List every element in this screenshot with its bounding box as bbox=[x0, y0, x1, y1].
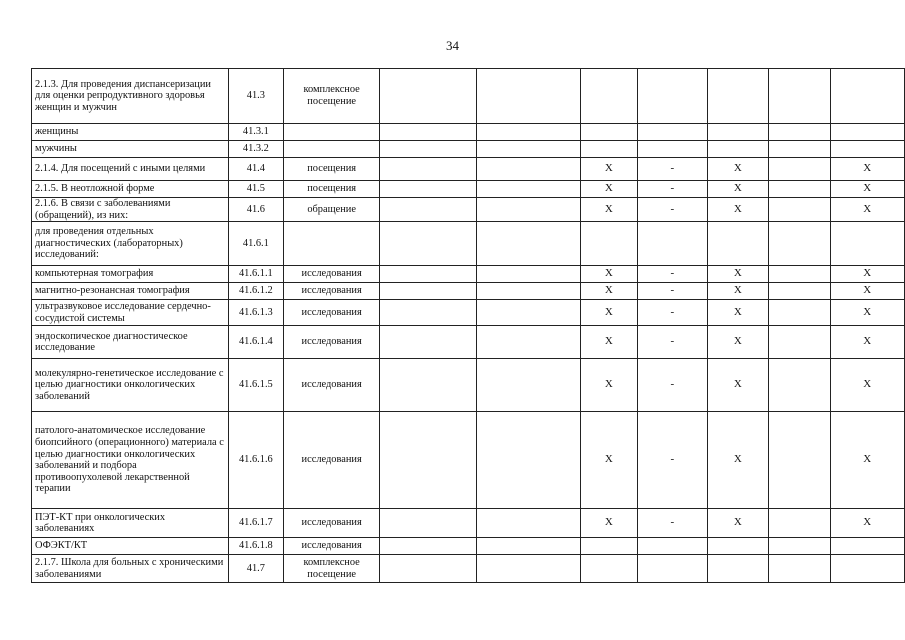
row-name-cell: ОФЭКТ/КТ bbox=[32, 538, 229, 555]
row-value-cell bbox=[476, 158, 580, 181]
row-value-cell bbox=[580, 222, 638, 266]
row-value-cell: X bbox=[707, 326, 769, 359]
row-name-cell: 2.1.5. В неотложной форме bbox=[32, 181, 229, 198]
row-value-cell bbox=[638, 222, 707, 266]
row-value-cell bbox=[769, 198, 830, 222]
row-value-cell bbox=[380, 124, 476, 141]
row-name-cell: мужчины bbox=[32, 141, 229, 158]
row-name-cell: 2.1.3. Для проведения диспансеризации для оценки репродуктивного здоровья женщин и мужчин bbox=[32, 69, 229, 124]
row-unit-cell: исследования bbox=[283, 283, 380, 300]
row-code-cell: 41.3.1 bbox=[228, 124, 283, 141]
row-value-cell bbox=[769, 283, 830, 300]
row-unit-cell bbox=[283, 124, 380, 141]
row-unit-cell: комплексное посещение bbox=[283, 555, 380, 583]
row-value-cell bbox=[476, 326, 580, 359]
row-value-cell: X bbox=[580, 266, 638, 283]
row-value-cell bbox=[380, 283, 476, 300]
table-row bbox=[32, 283, 905, 300]
row-unit-cell: исследования bbox=[283, 412, 380, 509]
row-value-cell: X bbox=[830, 198, 904, 222]
table-row bbox=[32, 198, 905, 222]
row-code-cell: 41.6.1.2 bbox=[228, 283, 283, 300]
row-value-cell bbox=[380, 326, 476, 359]
table-row bbox=[32, 359, 905, 412]
row-code-cell: 41.5 bbox=[228, 181, 283, 198]
row-name-cell: для проведения отдельных диагностических (лабораторных) исследований: bbox=[32, 222, 229, 266]
row-value-cell bbox=[476, 538, 580, 555]
row-value-cell bbox=[580, 538, 638, 555]
table-row bbox=[32, 555, 905, 583]
table-row bbox=[32, 509, 905, 538]
row-code-cell: 41.3 bbox=[228, 69, 283, 124]
row-value-cell: X bbox=[830, 509, 904, 538]
row-value-cell bbox=[380, 509, 476, 538]
row-value-cell bbox=[769, 538, 830, 555]
row-value-cell bbox=[380, 412, 476, 509]
row-code-cell: 41.6.1.4 bbox=[228, 326, 283, 359]
row-value-cell bbox=[476, 266, 580, 283]
row-unit-cell: обращение bbox=[283, 198, 380, 222]
row-name-cell: ультразвуковое исследование сердечно-сосудистой системы bbox=[32, 300, 229, 326]
row-value-cell bbox=[769, 69, 830, 124]
row-unit-cell: исследования bbox=[283, 326, 380, 359]
row-value-cell bbox=[830, 555, 904, 583]
row-value-cell bbox=[830, 141, 904, 158]
row-value-cell: X bbox=[707, 181, 769, 198]
row-name-cell: компьютерная томография bbox=[32, 266, 229, 283]
row-unit-cell: исследования bbox=[283, 266, 380, 283]
row-value-cell bbox=[476, 198, 580, 222]
row-value-cell bbox=[476, 141, 580, 158]
row-value-cell bbox=[638, 69, 707, 124]
row-value-cell bbox=[769, 412, 830, 509]
row-value-cell bbox=[769, 141, 830, 158]
row-value-cell bbox=[707, 141, 769, 158]
row-value-cell bbox=[580, 141, 638, 158]
row-code-cell: 41.6.1 bbox=[228, 222, 283, 266]
row-value-cell bbox=[769, 300, 830, 326]
table-row bbox=[32, 69, 905, 124]
row-value-cell bbox=[380, 266, 476, 283]
row-unit-cell: посещения bbox=[283, 158, 380, 181]
row-value-cell: X bbox=[830, 412, 904, 509]
row-value-cell bbox=[580, 69, 638, 124]
row-value-cell: X bbox=[830, 266, 904, 283]
row-value-cell: - bbox=[638, 326, 707, 359]
row-value-cell: - bbox=[638, 509, 707, 538]
row-value-cell: - bbox=[638, 181, 707, 198]
row-unit-cell bbox=[283, 222, 380, 266]
row-value-cell: X bbox=[707, 359, 769, 412]
row-unit-cell: посещения bbox=[283, 181, 380, 198]
row-value-cell bbox=[476, 69, 580, 124]
row-value-cell: - bbox=[638, 198, 707, 222]
row-code-cell: 41.7 bbox=[228, 555, 283, 583]
row-value-cell bbox=[380, 181, 476, 198]
row-value-cell: X bbox=[580, 359, 638, 412]
row-value-cell: X bbox=[707, 158, 769, 181]
row-value-cell bbox=[707, 69, 769, 124]
row-value-cell bbox=[476, 222, 580, 266]
row-value-cell: X bbox=[580, 181, 638, 198]
row-value-cell bbox=[769, 181, 830, 198]
row-value-cell: X bbox=[580, 158, 638, 181]
row-value-cell bbox=[380, 198, 476, 222]
row-value-cell: X bbox=[830, 283, 904, 300]
row-value-cell: - bbox=[638, 158, 707, 181]
row-code-cell: 41.4 bbox=[228, 158, 283, 181]
data-table bbox=[31, 68, 905, 583]
row-value-cell bbox=[476, 124, 580, 141]
row-value-cell: X bbox=[830, 158, 904, 181]
row-unit-cell: исследования bbox=[283, 359, 380, 412]
row-code-cell: 41.6.1.7 bbox=[228, 509, 283, 538]
row-value-cell bbox=[638, 555, 707, 583]
row-unit-cell bbox=[283, 141, 380, 158]
row-value-cell: - bbox=[638, 283, 707, 300]
page-number: 34 bbox=[446, 38, 459, 53]
row-value-cell bbox=[769, 266, 830, 283]
table-row bbox=[32, 222, 905, 266]
row-code-cell: 41.3.2 bbox=[228, 141, 283, 158]
row-value-cell bbox=[769, 359, 830, 412]
row-value-cell: X bbox=[580, 509, 638, 538]
row-value-cell bbox=[707, 538, 769, 555]
row-value-cell bbox=[476, 300, 580, 326]
row-name-cell: молекулярно-генетическое исследование с целью диагностики онкологических заболеваний bbox=[32, 359, 229, 412]
row-unit-cell: исследования bbox=[283, 509, 380, 538]
table-row bbox=[32, 300, 905, 326]
row-value-cell bbox=[769, 555, 830, 583]
row-value-cell: X bbox=[830, 359, 904, 412]
row-value-cell: - bbox=[638, 359, 707, 412]
row-value-cell: - bbox=[638, 412, 707, 509]
row-value-cell bbox=[769, 158, 830, 181]
row-value-cell bbox=[769, 124, 830, 141]
row-value-cell bbox=[638, 124, 707, 141]
row-value-cell: - bbox=[638, 300, 707, 326]
row-name-cell: 2.1.7. Школа для больных с хроническими заболеваниями bbox=[32, 555, 229, 583]
row-name-cell: 2.1.6. В связи с заболеваниями (обращений), из них: bbox=[32, 198, 229, 222]
row-value-cell bbox=[476, 412, 580, 509]
row-value-cell: X bbox=[580, 198, 638, 222]
row-name-cell: женщины bbox=[32, 124, 229, 141]
row-value-cell: X bbox=[830, 181, 904, 198]
row-value-cell: X bbox=[707, 266, 769, 283]
row-value-cell: X bbox=[707, 412, 769, 509]
row-name-cell: 2.1.4. Для посещений с иными целями bbox=[32, 158, 229, 181]
row-value-cell: X bbox=[707, 509, 769, 538]
table-row bbox=[32, 181, 905, 198]
row-value-cell bbox=[707, 555, 769, 583]
row-code-cell: 41.6.1.1 bbox=[228, 266, 283, 283]
row-code-cell: 41.6.1.8 bbox=[228, 538, 283, 555]
row-value-cell: X bbox=[707, 283, 769, 300]
table-row bbox=[32, 538, 905, 555]
row-value-cell bbox=[769, 222, 830, 266]
row-value-cell bbox=[830, 222, 904, 266]
row-value-cell bbox=[380, 222, 476, 266]
row-unit-cell: исследования bbox=[283, 538, 380, 555]
row-value-cell: X bbox=[580, 300, 638, 326]
row-value-cell: X bbox=[707, 198, 769, 222]
row-value-cell bbox=[707, 124, 769, 141]
row-value-cell bbox=[476, 555, 580, 583]
table-row bbox=[32, 412, 905, 509]
row-value-cell bbox=[638, 538, 707, 555]
table-row bbox=[32, 141, 905, 158]
row-name-cell: патолого-анатомическое исследование биопсийного (операционного) материала с целью диагностики онкологических заболеваний и подбора противоопухолевой лекарственной терапии bbox=[32, 412, 229, 509]
row-value-cell: X bbox=[830, 326, 904, 359]
row-code-cell: 41.6.1.5 bbox=[228, 359, 283, 412]
row-value-cell: X bbox=[707, 300, 769, 326]
row-code-cell: 41.6 bbox=[228, 198, 283, 222]
row-value-cell: X bbox=[580, 412, 638, 509]
row-value-cell bbox=[830, 538, 904, 555]
row-unit-cell: исследования bbox=[283, 300, 380, 326]
row-value-cell bbox=[380, 69, 476, 124]
row-value-cell bbox=[380, 141, 476, 158]
row-value-cell: X bbox=[580, 326, 638, 359]
table-row bbox=[32, 326, 905, 359]
row-name-cell: магнитно-резонансная томография bbox=[32, 283, 229, 300]
row-value-cell bbox=[830, 69, 904, 124]
row-value-cell: - bbox=[638, 266, 707, 283]
row-value-cell bbox=[380, 300, 476, 326]
row-value-cell bbox=[580, 555, 638, 583]
row-value-cell bbox=[769, 509, 830, 538]
table-row bbox=[32, 124, 905, 141]
row-value-cell: X bbox=[830, 300, 904, 326]
row-value-cell bbox=[476, 509, 580, 538]
row-code-cell: 41.6.1.6 bbox=[228, 412, 283, 509]
row-value-cell bbox=[580, 124, 638, 141]
row-value-cell bbox=[380, 538, 476, 555]
table-row bbox=[32, 266, 905, 283]
row-value-cell bbox=[476, 283, 580, 300]
row-value-cell bbox=[476, 359, 580, 412]
row-unit-cell: комплексное посещение bbox=[283, 69, 380, 124]
row-value-cell bbox=[380, 158, 476, 181]
row-name-cell: ПЭТ-КТ при онкологических заболеваниях bbox=[32, 509, 229, 538]
table-row bbox=[32, 158, 905, 181]
row-code-cell: 41.6.1.3 bbox=[228, 300, 283, 326]
row-value-cell: X bbox=[580, 283, 638, 300]
row-name-cell: эндоскопическое диагностическое исследование bbox=[32, 326, 229, 359]
row-value-cell bbox=[830, 124, 904, 141]
row-value-cell bbox=[769, 326, 830, 359]
row-value-cell bbox=[380, 359, 476, 412]
row-value-cell bbox=[638, 141, 707, 158]
row-value-cell bbox=[707, 222, 769, 266]
row-value-cell bbox=[380, 555, 476, 583]
row-value-cell bbox=[476, 181, 580, 198]
